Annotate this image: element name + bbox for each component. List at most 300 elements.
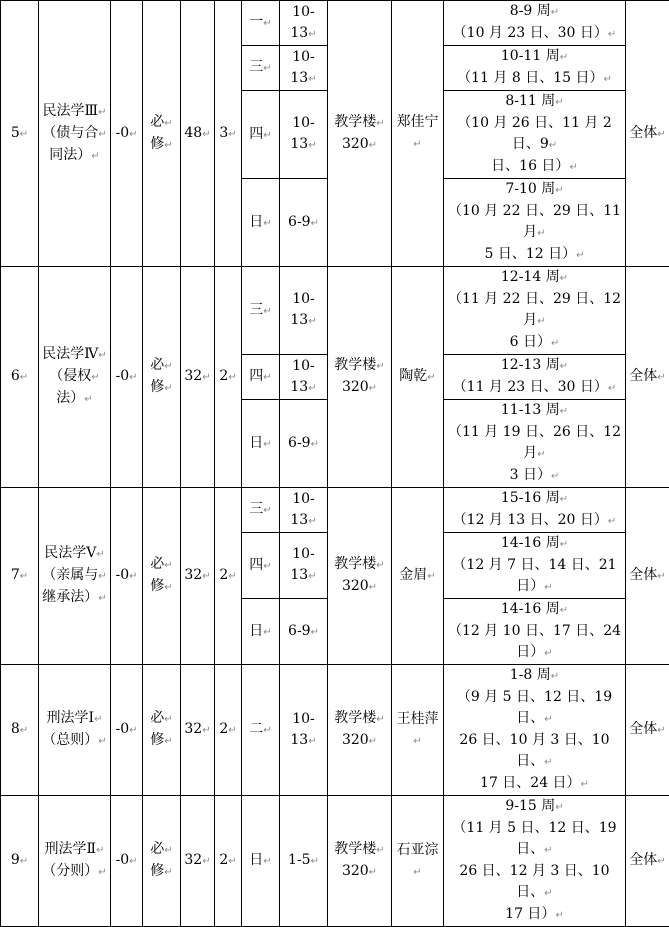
return-mark-icon: ↵ bbox=[311, 218, 319, 229]
return-mark-icon: ↵ bbox=[311, 627, 319, 638]
table-row bbox=[1, 267, 669, 355]
course-type-text: 修 bbox=[150, 578, 164, 594]
course-name-line bbox=[41, 565, 108, 587]
course-type-text: 必 bbox=[150, 114, 164, 130]
return-mark-icon: ↵ bbox=[263, 627, 271, 638]
course-name-text: （分则） bbox=[42, 863, 98, 879]
session-day bbox=[242, 267, 280, 355]
session-weeks bbox=[444, 533, 626, 599]
session-weeks-text: 17 日、24 日） bbox=[480, 775, 581, 791]
session-periods-text: 1-5 bbox=[288, 852, 311, 868]
class-scope bbox=[626, 665, 669, 796]
course-type-line bbox=[145, 134, 178, 156]
course-name-text: 民法学Ⅴ bbox=[44, 545, 96, 561]
session-day bbox=[242, 400, 280, 488]
course-type-text: 修 bbox=[150, 863, 164, 879]
return-mark-icon: ↵ bbox=[263, 725, 271, 736]
session-day-text: 一 bbox=[249, 14, 263, 30]
classroom-line bbox=[330, 134, 389, 156]
session-weeks-text: 26 日、12 月 3 日、10 日、 bbox=[459, 863, 609, 900]
session-weeks-text: （10 月 26 日、11 月 2 日、9 bbox=[457, 115, 612, 152]
session-weeks bbox=[444, 796, 626, 927]
return-mark-icon: ↵ bbox=[537, 449, 545, 460]
return-mark-icon: ↵ bbox=[263, 439, 271, 450]
course-type-line bbox=[145, 377, 178, 399]
course-credit-code-text: -0 bbox=[115, 852, 129, 868]
session-weeks-text: 11-13 周 bbox=[501, 402, 560, 418]
session-periods bbox=[280, 599, 328, 665]
return-mark-icon: ↵ bbox=[427, 372, 435, 383]
session-weeks-text: 8-9 周 bbox=[510, 3, 551, 19]
session-periods-text: 10-13 bbox=[290, 491, 314, 528]
course-name-text: 刑法学Ⅰ bbox=[47, 710, 95, 726]
session-weeks-text: 8-11 周 bbox=[505, 93, 555, 109]
session-weeks bbox=[444, 400, 626, 488]
return-mark-icon: ↵ bbox=[308, 516, 316, 527]
weekly-hours bbox=[215, 665, 242, 796]
course-number bbox=[1, 665, 39, 796]
classroom-line bbox=[330, 377, 389, 399]
return-mark-icon: ↵ bbox=[376, 560, 384, 571]
session-weeks-text: 9-15 周 bbox=[505, 798, 555, 814]
table-row bbox=[1, 796, 669, 927]
return-mark-icon: ↵ bbox=[164, 582, 172, 593]
teacher-name-text: 郑佳宁 bbox=[397, 114, 439, 130]
session-day-text: 四 bbox=[249, 126, 263, 142]
return-mark-icon: ↵ bbox=[202, 372, 210, 383]
weekly-hours-text: 2 bbox=[219, 852, 228, 868]
classroom bbox=[328, 267, 392, 488]
return-mark-icon: ↵ bbox=[202, 129, 210, 140]
session-day-text: 四 bbox=[249, 557, 263, 573]
return-mark-icon: ↵ bbox=[555, 97, 563, 108]
course-name-text: （亲属与 bbox=[42, 567, 98, 583]
return-mark-icon: ↵ bbox=[369, 140, 377, 151]
session-weeks-line bbox=[446, 355, 623, 377]
classroom-text: 教学楼 bbox=[334, 114, 376, 130]
course-name-line bbox=[41, 708, 108, 730]
return-mark-icon: ↵ bbox=[263, 130, 271, 141]
session-weeks-line bbox=[446, 510, 623, 532]
course-type bbox=[143, 665, 181, 796]
session-weeks-line bbox=[446, 332, 623, 354]
course-type-text: 必 bbox=[150, 841, 164, 857]
course-name bbox=[39, 665, 111, 796]
course-type-line bbox=[145, 576, 178, 598]
weekly-hours-text: 2 bbox=[219, 567, 228, 583]
session-weeks bbox=[444, 46, 626, 91]
classroom-text: 教学楼 bbox=[334, 357, 376, 373]
return-mark-icon: ↵ bbox=[263, 63, 271, 74]
classroom-line bbox=[330, 861, 389, 883]
course-name-line bbox=[41, 388, 108, 410]
weekly-hours bbox=[215, 267, 242, 488]
return-mark-icon: ↵ bbox=[96, 549, 104, 560]
return-mark-icon: ↵ bbox=[544, 582, 552, 593]
return-mark-icon: ↵ bbox=[560, 406, 568, 417]
return-mark-icon: ↵ bbox=[657, 725, 665, 736]
course-name-line bbox=[41, 543, 108, 565]
course-hours bbox=[181, 1, 215, 267]
session-weeks bbox=[444, 488, 626, 533]
return-mark-icon: ↵ bbox=[98, 593, 106, 604]
classroom bbox=[328, 1, 392, 267]
session-weeks-text: 3 日） bbox=[510, 467, 551, 483]
session-weeks-line bbox=[446, 904, 623, 926]
class-scope-text: 全体 bbox=[629, 125, 657, 141]
return-mark-icon: ↵ bbox=[537, 228, 545, 239]
course-number-text: 6 bbox=[11, 368, 20, 384]
course-type-text: 必 bbox=[150, 357, 164, 373]
classroom-line bbox=[330, 839, 389, 861]
return-mark-icon: ↵ bbox=[311, 439, 319, 450]
session-weeks-text: 10-11 周 bbox=[501, 48, 560, 64]
return-mark-icon: ↵ bbox=[228, 725, 236, 736]
session-weeks-line bbox=[446, 796, 623, 818]
classroom-line bbox=[330, 554, 389, 576]
session-weeks-text: （11 月 19 日、26 日、12 月 bbox=[448, 424, 621, 461]
session-weeks-line bbox=[446, 400, 623, 422]
session-weeks-line bbox=[446, 46, 623, 68]
session-weeks-line bbox=[446, 665, 623, 687]
course-number-text: 7 bbox=[11, 567, 20, 583]
session-weeks bbox=[444, 355, 626, 400]
classroom-line bbox=[330, 355, 389, 377]
session-weeks-line bbox=[446, 621, 623, 664]
course-hours-text: 32 bbox=[184, 368, 202, 384]
session-weeks-text: 7-10 周 bbox=[505, 181, 555, 197]
return-mark-icon: ↵ bbox=[164, 867, 172, 878]
session-weeks-text: 日、16 日） bbox=[491, 158, 569, 174]
course-credit-code bbox=[111, 267, 143, 488]
session-weeks bbox=[444, 1, 626, 46]
return-mark-icon: ↵ bbox=[263, 856, 271, 867]
return-mark-icon: ↵ bbox=[20, 725, 28, 736]
teacher-name-text: 王桂萍 bbox=[397, 711, 439, 727]
course-name-line bbox=[41, 366, 108, 388]
return-mark-icon: ↵ bbox=[413, 139, 421, 150]
course-type bbox=[143, 1, 181, 267]
return-mark-icon: ↵ bbox=[608, 29, 616, 40]
return-mark-icon: ↵ bbox=[555, 185, 563, 196]
return-mark-icon: ↵ bbox=[369, 736, 377, 747]
teacher-name bbox=[392, 267, 444, 488]
course-credit-code bbox=[111, 488, 143, 665]
session-weeks-text: 5 日、12 日） bbox=[484, 246, 576, 262]
session-day-text: 日 bbox=[249, 214, 263, 230]
return-mark-icon: ↵ bbox=[91, 372, 99, 383]
course-name-text: 民法学Ⅲ bbox=[43, 103, 99, 119]
return-mark-icon: ↵ bbox=[551, 338, 559, 349]
session-day-text: 四 bbox=[249, 368, 263, 384]
return-mark-icon: ↵ bbox=[376, 361, 384, 372]
session-weeks-text: 26 日、10 月 3 日、10 日、 bbox=[459, 732, 609, 769]
return-mark-icon: ↵ bbox=[228, 372, 236, 383]
return-mark-icon: ↵ bbox=[164, 736, 172, 747]
return-mark-icon: ↵ bbox=[560, 494, 568, 505]
return-mark-icon: ↵ bbox=[413, 736, 421, 747]
session-weeks-text: 14-16 周 bbox=[501, 601, 560, 617]
course-type-text: 修 bbox=[150, 379, 164, 395]
return-mark-icon: ↵ bbox=[569, 162, 577, 173]
course-name-line bbox=[41, 861, 108, 883]
return-mark-icon: ↵ bbox=[308, 29, 316, 40]
return-mark-icon: ↵ bbox=[657, 856, 665, 867]
return-mark-icon: ↵ bbox=[263, 306, 271, 317]
classroom-text: 320 bbox=[342, 578, 369, 594]
return-mark-icon: ↵ bbox=[164, 361, 172, 372]
return-mark-icon: ↵ bbox=[369, 582, 377, 593]
session-day bbox=[242, 796, 280, 927]
course-number bbox=[1, 488, 39, 665]
session-weeks-line bbox=[446, 599, 623, 621]
session-weeks-text: 17 日） bbox=[505, 906, 555, 922]
session-weeks-text: 12-14 周 bbox=[501, 269, 560, 285]
teacher-name bbox=[392, 665, 444, 796]
return-mark-icon: ↵ bbox=[20, 571, 28, 582]
return-mark-icon: ↵ bbox=[20, 856, 28, 867]
session-periods bbox=[280, 267, 328, 355]
session-weeks-text: 15-16 周 bbox=[501, 490, 560, 506]
session-day-text: 日 bbox=[249, 623, 263, 639]
return-mark-icon: ↵ bbox=[98, 107, 106, 118]
classroom-text: 320 bbox=[342, 136, 369, 152]
return-mark-icon: ↵ bbox=[549, 140, 557, 151]
course-hours-text: 32 bbox=[184, 852, 202, 868]
course-type-text: 必 bbox=[150, 710, 164, 726]
course-number-text: 8 bbox=[11, 721, 20, 737]
session-day bbox=[242, 599, 280, 665]
return-mark-icon: ↵ bbox=[308, 383, 316, 394]
classroom bbox=[328, 488, 392, 665]
return-mark-icon: ↵ bbox=[376, 714, 384, 725]
course-type-line bbox=[145, 861, 178, 883]
return-mark-icon: ↵ bbox=[164, 383, 172, 394]
return-mark-icon: ↵ bbox=[544, 845, 552, 856]
return-mark-icon: ↵ bbox=[376, 845, 384, 856]
class-scope-text: 全体 bbox=[629, 567, 657, 583]
return-mark-icon: ↵ bbox=[164, 140, 172, 151]
session-day bbox=[242, 355, 280, 400]
session-day bbox=[242, 179, 280, 267]
session-weeks bbox=[444, 665, 626, 796]
return-mark-icon: ↵ bbox=[576, 250, 584, 261]
session-weeks bbox=[444, 179, 626, 267]
course-type-line bbox=[145, 730, 178, 752]
session-weeks-text: （12 月 13 日、20 日） bbox=[453, 512, 608, 528]
session-periods bbox=[280, 796, 328, 927]
course-type-text: 修 bbox=[150, 732, 164, 748]
return-mark-icon: ↵ bbox=[308, 571, 316, 582]
session-day bbox=[242, 1, 280, 46]
session-periods bbox=[280, 355, 328, 400]
weekly-hours-text: 2 bbox=[219, 368, 228, 384]
session-weeks-line bbox=[446, 23, 623, 45]
session-weeks-line bbox=[446, 201, 623, 244]
course-number-text: 5 bbox=[11, 125, 20, 141]
session-periods bbox=[280, 533, 328, 599]
session-periods bbox=[280, 488, 328, 533]
classroom-text: 教学楼 bbox=[334, 556, 376, 572]
course-type bbox=[143, 796, 181, 927]
course-name-line bbox=[41, 839, 108, 861]
course-name-line bbox=[41, 730, 108, 752]
course-name-line bbox=[41, 587, 108, 609]
return-mark-icon: ↵ bbox=[164, 845, 172, 856]
course-type bbox=[143, 488, 181, 665]
course-name-text: 民法学Ⅳ bbox=[42, 346, 98, 362]
session-weeks-line bbox=[446, 244, 623, 266]
teacher-name-text: 金眉 bbox=[399, 567, 427, 583]
return-mark-icon: ↵ bbox=[263, 218, 271, 229]
session-weeks-line bbox=[446, 773, 623, 795]
return-mark-icon: ↵ bbox=[228, 571, 236, 582]
classroom-text: 320 bbox=[342, 863, 369, 879]
course-hours bbox=[181, 267, 215, 488]
session-weeks-line bbox=[446, 179, 623, 201]
return-mark-icon: ↵ bbox=[537, 316, 545, 327]
session-weeks-line bbox=[446, 156, 623, 178]
session-periods-text: 6-9 bbox=[288, 214, 311, 230]
course-number bbox=[1, 1, 39, 267]
return-mark-icon: ↵ bbox=[202, 571, 210, 582]
class-scope bbox=[626, 1, 669, 267]
return-mark-icon: ↵ bbox=[98, 736, 106, 747]
session-weeks-line bbox=[446, 422, 623, 465]
course-name-text: 同法） bbox=[49, 147, 91, 163]
session-periods-text: 10-13 bbox=[290, 49, 314, 86]
return-mark-icon: ↵ bbox=[560, 605, 568, 616]
session-weeks-text: 1-8 周 bbox=[510, 667, 551, 683]
course-name-text: （总则） bbox=[42, 732, 98, 748]
return-mark-icon: ↵ bbox=[308, 74, 316, 85]
return-mark-icon: ↵ bbox=[603, 74, 611, 85]
return-mark-icon: ↵ bbox=[228, 856, 236, 867]
session-weeks-line bbox=[446, 555, 623, 598]
teacher-name bbox=[392, 796, 444, 927]
classroom-text: 320 bbox=[342, 732, 369, 748]
course-name bbox=[39, 488, 111, 665]
class-scope bbox=[626, 796, 669, 927]
return-mark-icon: ↵ bbox=[263, 372, 271, 383]
return-mark-icon: ↵ bbox=[376, 118, 384, 129]
course-credit-code-text: -0 bbox=[115, 567, 129, 583]
return-mark-icon: ↵ bbox=[164, 560, 172, 571]
session-weeks-line bbox=[446, 818, 623, 861]
course-hours-text: 32 bbox=[184, 567, 202, 583]
session-weeks-line bbox=[446, 289, 623, 332]
session-day bbox=[242, 665, 280, 796]
course-credit-code bbox=[111, 1, 143, 267]
classroom-line bbox=[330, 576, 389, 598]
return-mark-icon: ↵ bbox=[202, 725, 210, 736]
session-weeks bbox=[444, 267, 626, 355]
return-mark-icon: ↵ bbox=[560, 539, 568, 550]
weekly-hours-text: 2 bbox=[219, 721, 228, 737]
return-mark-icon: ↵ bbox=[560, 273, 568, 284]
return-mark-icon: ↵ bbox=[98, 350, 106, 361]
session-day-text: 三 bbox=[249, 302, 263, 318]
course-name-text: 刑法学Ⅱ bbox=[45, 841, 97, 857]
session-periods-text: 10-13 bbox=[290, 711, 314, 748]
session-weeks-line bbox=[446, 267, 623, 289]
return-mark-icon: ↵ bbox=[308, 736, 316, 747]
return-mark-icon: ↵ bbox=[544, 757, 552, 768]
return-mark-icon: ↵ bbox=[581, 779, 589, 790]
return-mark-icon: ↵ bbox=[94, 714, 102, 725]
return-mark-icon: ↵ bbox=[263, 561, 271, 572]
return-mark-icon: ↵ bbox=[551, 671, 559, 682]
course-hours-text: 48 bbox=[184, 125, 202, 141]
return-mark-icon: ↵ bbox=[20, 372, 28, 383]
session-weeks-line bbox=[446, 91, 623, 113]
return-mark-icon: ↵ bbox=[228, 129, 236, 140]
session-day bbox=[242, 91, 280, 179]
return-mark-icon: ↵ bbox=[551, 471, 559, 482]
session-day-text: 三 bbox=[249, 501, 263, 517]
session-periods-text: 10-13 bbox=[290, 546, 314, 583]
course-type-line bbox=[145, 355, 178, 377]
course-name-text: （债与合 bbox=[42, 125, 98, 141]
return-mark-icon: ↵ bbox=[263, 18, 271, 29]
return-mark-icon: ↵ bbox=[263, 505, 271, 516]
session-periods-text: 10-13 bbox=[290, 115, 314, 152]
course-name bbox=[39, 796, 111, 927]
course-name bbox=[39, 267, 111, 488]
return-mark-icon: ↵ bbox=[560, 52, 568, 63]
return-mark-icon: ↵ bbox=[657, 129, 665, 140]
course-name-text: 继承法） bbox=[42, 589, 98, 605]
table-row bbox=[1, 1, 669, 46]
table-row bbox=[1, 665, 669, 796]
session-periods bbox=[280, 179, 328, 267]
course-type bbox=[143, 267, 181, 488]
session-periods bbox=[280, 400, 328, 488]
return-mark-icon: ↵ bbox=[129, 571, 137, 582]
return-mark-icon: ↵ bbox=[308, 316, 316, 327]
return-mark-icon: ↵ bbox=[98, 571, 106, 582]
session-weeks-text: 12-13 周 bbox=[501, 357, 560, 373]
session-weeks-line bbox=[446, 377, 623, 399]
classroom-line bbox=[330, 730, 389, 752]
course-number bbox=[1, 267, 39, 488]
course-credit-code-text: -0 bbox=[115, 721, 129, 737]
return-mark-icon: ↵ bbox=[202, 856, 210, 867]
return-mark-icon: ↵ bbox=[96, 845, 104, 856]
session-day bbox=[242, 488, 280, 533]
return-mark-icon: ↵ bbox=[164, 714, 172, 725]
course-name bbox=[39, 1, 111, 267]
session-day-text: 三 bbox=[249, 59, 263, 75]
session-weeks-text: （12 月 10 日、17 日、24 日） bbox=[448, 623, 621, 660]
session-weeks-line bbox=[446, 113, 623, 156]
return-mark-icon: ↵ bbox=[560, 361, 568, 372]
course-name-line bbox=[41, 145, 108, 167]
session-periods bbox=[280, 91, 328, 179]
class-scope bbox=[626, 488, 669, 665]
class-scope-text: 全体 bbox=[629, 368, 657, 384]
return-mark-icon: ↵ bbox=[544, 888, 552, 899]
session-day-text: 二 bbox=[249, 721, 263, 737]
classroom-line bbox=[330, 112, 389, 134]
course-name-line bbox=[41, 101, 108, 123]
session-weeks-text: 14-16 周 bbox=[501, 535, 560, 551]
return-mark-icon: ↵ bbox=[369, 867, 377, 878]
session-weeks-line bbox=[446, 730, 623, 773]
return-mark-icon: ↵ bbox=[129, 372, 137, 383]
return-mark-icon: ↵ bbox=[98, 129, 106, 140]
course-credit-code-text: -0 bbox=[115, 125, 129, 141]
